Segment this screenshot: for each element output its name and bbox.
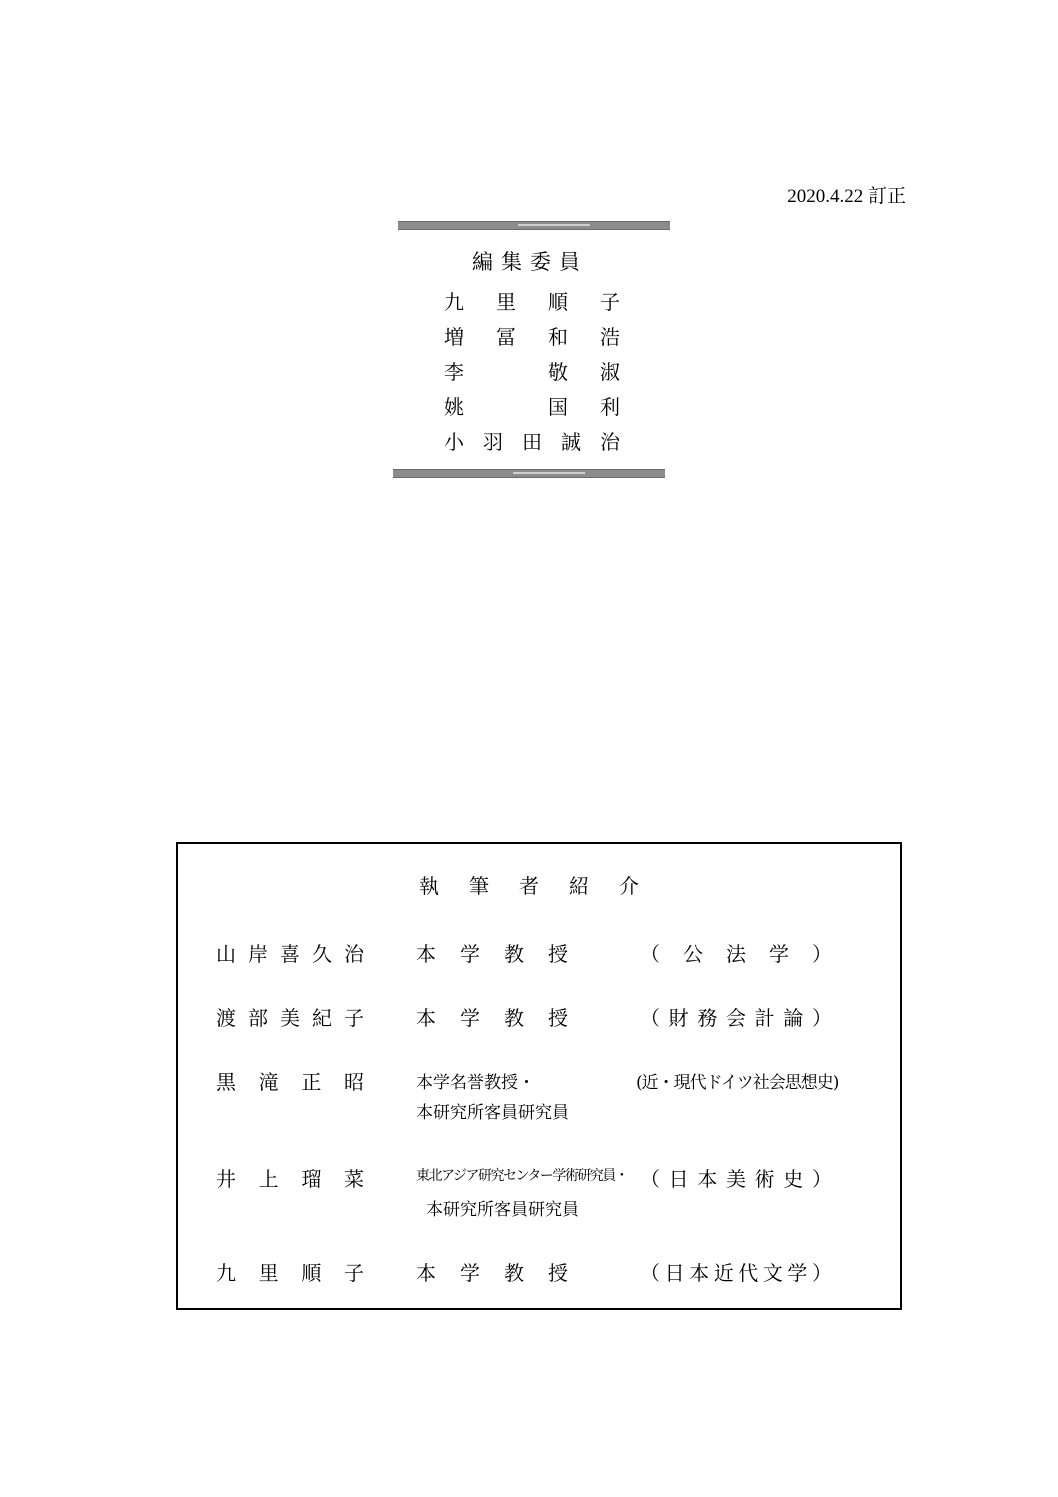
committee-top-rule (398, 221, 670, 230)
committee-bottom-rule (393, 469, 665, 478)
author-name: 井 上 瑠 菜 (216, 1167, 364, 1191)
author-position: 本 学 教 授 (416, 942, 568, 966)
committee-member-char (496, 391, 516, 419)
committee-member-char: 里 (496, 290, 516, 314)
author-position-line2: 本研究所客員研究員 (416, 1103, 569, 1123)
committee-member-char: 治 (600, 430, 620, 454)
author-position: 本 学 教 授 (416, 1261, 568, 1285)
author-field: （ 公 法 学 ） (640, 942, 832, 966)
committee-member-char: 羽 (483, 430, 503, 454)
author-position: 本学名誉教授・ (416, 1073, 535, 1093)
author-name: 渡 部 美 紀 子 (216, 1006, 364, 1030)
committee-member-char: 国 (548, 395, 568, 419)
committee-member-char: 小 (444, 430, 464, 454)
committee-member-char: 姚 (444, 395, 464, 419)
committee-member-char: 和 (548, 325, 568, 349)
committee-title: 編集委員 (472, 250, 588, 274)
committee-member-char: 順 (548, 290, 568, 314)
committee-member-char: 浩 (600, 325, 620, 349)
committee-member (444, 356, 620, 384)
committee-member-char: 子 (600, 290, 620, 314)
committee-member (444, 321, 620, 349)
author-position: 東北アジア研究センター学術研究員・ (416, 1168, 628, 1184)
author-name: 九 里 順 子 (216, 1261, 364, 1285)
committee-member-char: 冨 (496, 325, 516, 349)
authors-title: 執筆者紹介 (419, 874, 669, 898)
author-field: (近・現代ドイツ社会思想史) (636, 1073, 839, 1093)
committee-member-char (496, 356, 516, 384)
committee-member-char: 田 (522, 430, 542, 454)
author-field: （ 日 本 近 代 文 学 ） (640, 1261, 832, 1285)
committee-member-char: 敬 (548, 360, 568, 384)
author-position: 本 学 教 授 (416, 1006, 568, 1030)
author-field: （ 日 本 美 術 史 ） (640, 1167, 832, 1191)
committee-member-char: 利 (600, 395, 620, 419)
revision-date: 2020.4.22 訂正 (787, 186, 906, 207)
author-name: 黒 滝 正 昭 (216, 1070, 364, 1094)
committee-member-char: 李 (444, 360, 464, 384)
author-position-line2: 本研究所客員研究員 (426, 1200, 579, 1220)
committee-member (444, 286, 620, 314)
author-name: 山 岸 喜 久 治 (216, 942, 364, 966)
author-field: （ 財 務 会 計 論 ） (640, 1006, 832, 1030)
committee-member-char: 誠 (561, 430, 581, 454)
committee-member (444, 426, 620, 454)
committee-member (444, 391, 620, 419)
committee-member-char: 淑 (600, 360, 620, 384)
committee-member-char: 増 (444, 325, 464, 349)
committee-member-char: 九 (444, 290, 464, 314)
